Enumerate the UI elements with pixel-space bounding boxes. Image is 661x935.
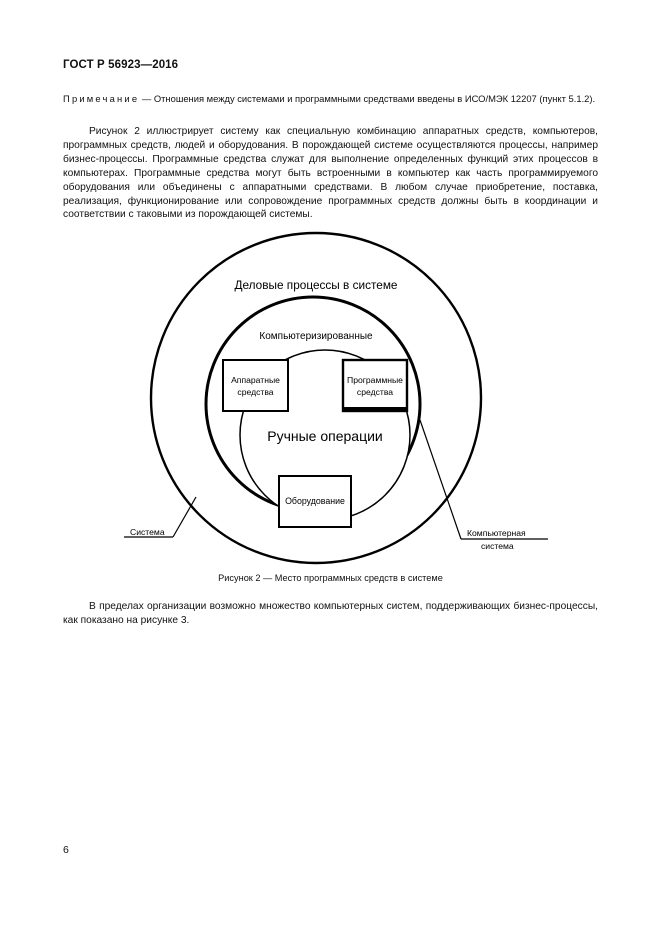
computer-system-label-line1: Компьютерная xyxy=(467,528,526,538)
hardware-label-line1: Аппаратные xyxy=(231,375,280,385)
note-label: Примечание xyxy=(63,93,140,104)
hardware-label-line2: средства xyxy=(237,387,274,397)
page-number: 6 xyxy=(63,844,69,856)
figure-caption: Рисунок 2 — Место программных средств в системе xyxy=(218,573,443,583)
system-callout-line xyxy=(173,497,196,537)
body-paragraph-2: В пределах организации возможно множество компьютерных систем, поддерживающих бизнес-процессы, как показано на рисунке 3. xyxy=(63,601,598,626)
manual-operations-label: Ручные операции xyxy=(267,428,383,444)
software-box xyxy=(343,360,407,411)
hardware-box xyxy=(223,360,288,411)
document-code: ГОСТ Р 56923—2016 xyxy=(63,59,179,71)
computerized-circle-label: Компьютеризированные xyxy=(259,331,373,342)
equipment-label: Оборудование xyxy=(285,496,345,506)
outer-circle-label: Деловые процессы в системе xyxy=(234,278,398,292)
software-label-line1: Программные xyxy=(347,375,403,385)
body-paragraph-1: Рисунок 2 иллюстрирует систему как специальную комбинацию аппаратных средств, компьютеров, программных средств, людей и оборудования. В порождающей системе осуществляются процессы, например бизнес-процессы. Программные средства служат для выполнение определенных функций этих процессов в компьютерах. Программные средства могут быть встроенными в компьютер как часть программируемого оборудования или объединены с аппаратными средствами. В любом случае приобретение, поставка, реализация, функционирование или сопровождение программных средств должны быть в координации и соответствии с таковыми из порождающей системы. xyxy=(63,126,598,221)
system-callout-label: Система xyxy=(130,527,165,537)
note-text: — Отношения между системами и программными средствами введены в ИСО/МЭК 12207 (пункт 5.1.2). xyxy=(139,93,596,104)
computer-system-label-line2: система xyxy=(481,541,514,551)
software-box-shadow xyxy=(343,407,407,411)
software-label-line2: средства xyxy=(356,387,394,397)
